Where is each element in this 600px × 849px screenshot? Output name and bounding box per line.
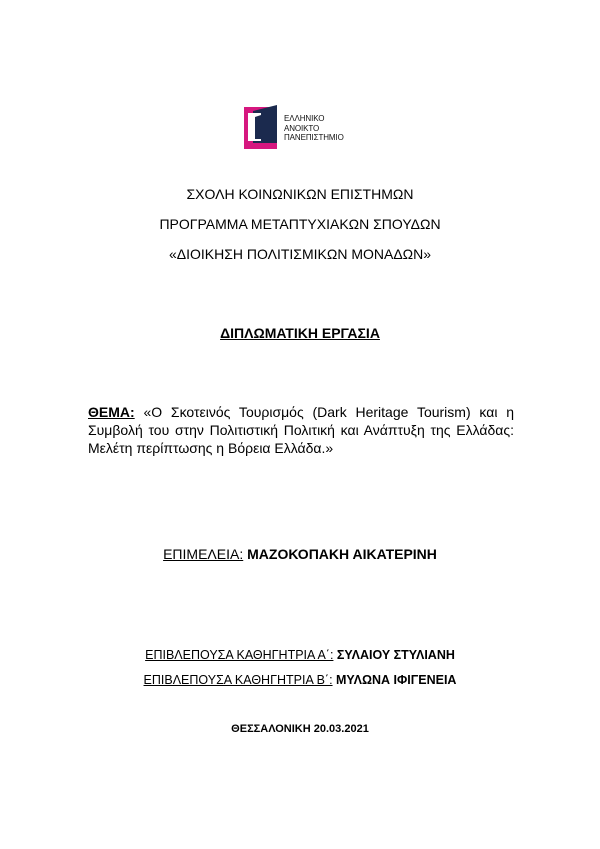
school-name: ΣΧΟΛΗ ΚΟΙΝΩΝΙΚΩΝ ΕΠΙΣΤΗΜΩΝ [186,186,414,202]
thesis-subject [88,403,514,457]
supervisor-b-label: ΕΠΙΒΛΕΠΟΥΣΑ ΚΑΘΗΓΗΤΡΙΑ Β΄: [143,673,333,687]
subject-label: ΘΕΜΑ: [88,404,135,420]
logo-line-2: ΑΝΟΙΚΤΟ [284,123,320,133]
thesis-title: ΔΙΠΛΩΜΑΤΙΚΗ ΕΡΓΑΣΙΑ [220,325,380,341]
author-label: ΕΠΙΜΕΛΕΙΑ: [163,546,244,562]
author-name: ΜΑΖΟΚΟΠΑΚΗ ΑΙΚΑΤΕΡΙΝΗ [243,546,437,562]
university-logo-mark [244,105,284,151]
author-line [0,546,600,562]
supervisor-b-line [0,673,600,687]
place-date: ΘΕΣΣΑΛΟΝΙΚΗ 20.03.2021 [231,723,369,735]
university-logo-text [284,114,344,143]
logo-line-1: ΕΛΛΗΝΙΚΟ [284,114,325,123]
supervisor-a-name: ΣΥΛΑΙΟΥ ΣΤΥΛΙΑΝΗ [333,648,455,662]
logo-line-3: ΠΑΝΕΠΙΣΤΗΜΙΟ [284,133,344,142]
supervisor-a-label: ΕΠΙΒΛΕΠΟΥΣΑ ΚΑΘΗΓΗΤΡΙΑ Α΄: [145,648,334,662]
supervisor-a-line [0,648,600,662]
subject-text: «Ο Σκοτεινός Τουρισμός (Dark Heritage Tourism) και η Συμβολή του στην Πολιτιστική Πολιτική και Ανάπτυξη της Ελλάδας: Μελέτη περίπτωσης η Βόρεια Ελλάδα.» [88,404,514,456]
university-logo [244,105,364,151]
supervisor-b-name: ΜΥΛΩΝΑ ΙΦΙΓΕΝΕΙΑ [332,673,457,687]
program-type: ΠΡΟΓΡΑΜΜΑ ΜΕΤΑΠΤΥΧΙΑΚΩΝ ΣΠΟΥΔΩΝ [159,216,441,232]
program-name: «ΔΙΟΙΚΗΣΗ ΠΟΛΙΤΙΣΜΙΚΩΝ ΜΟΝΑΔΩΝ» [168,246,432,262]
